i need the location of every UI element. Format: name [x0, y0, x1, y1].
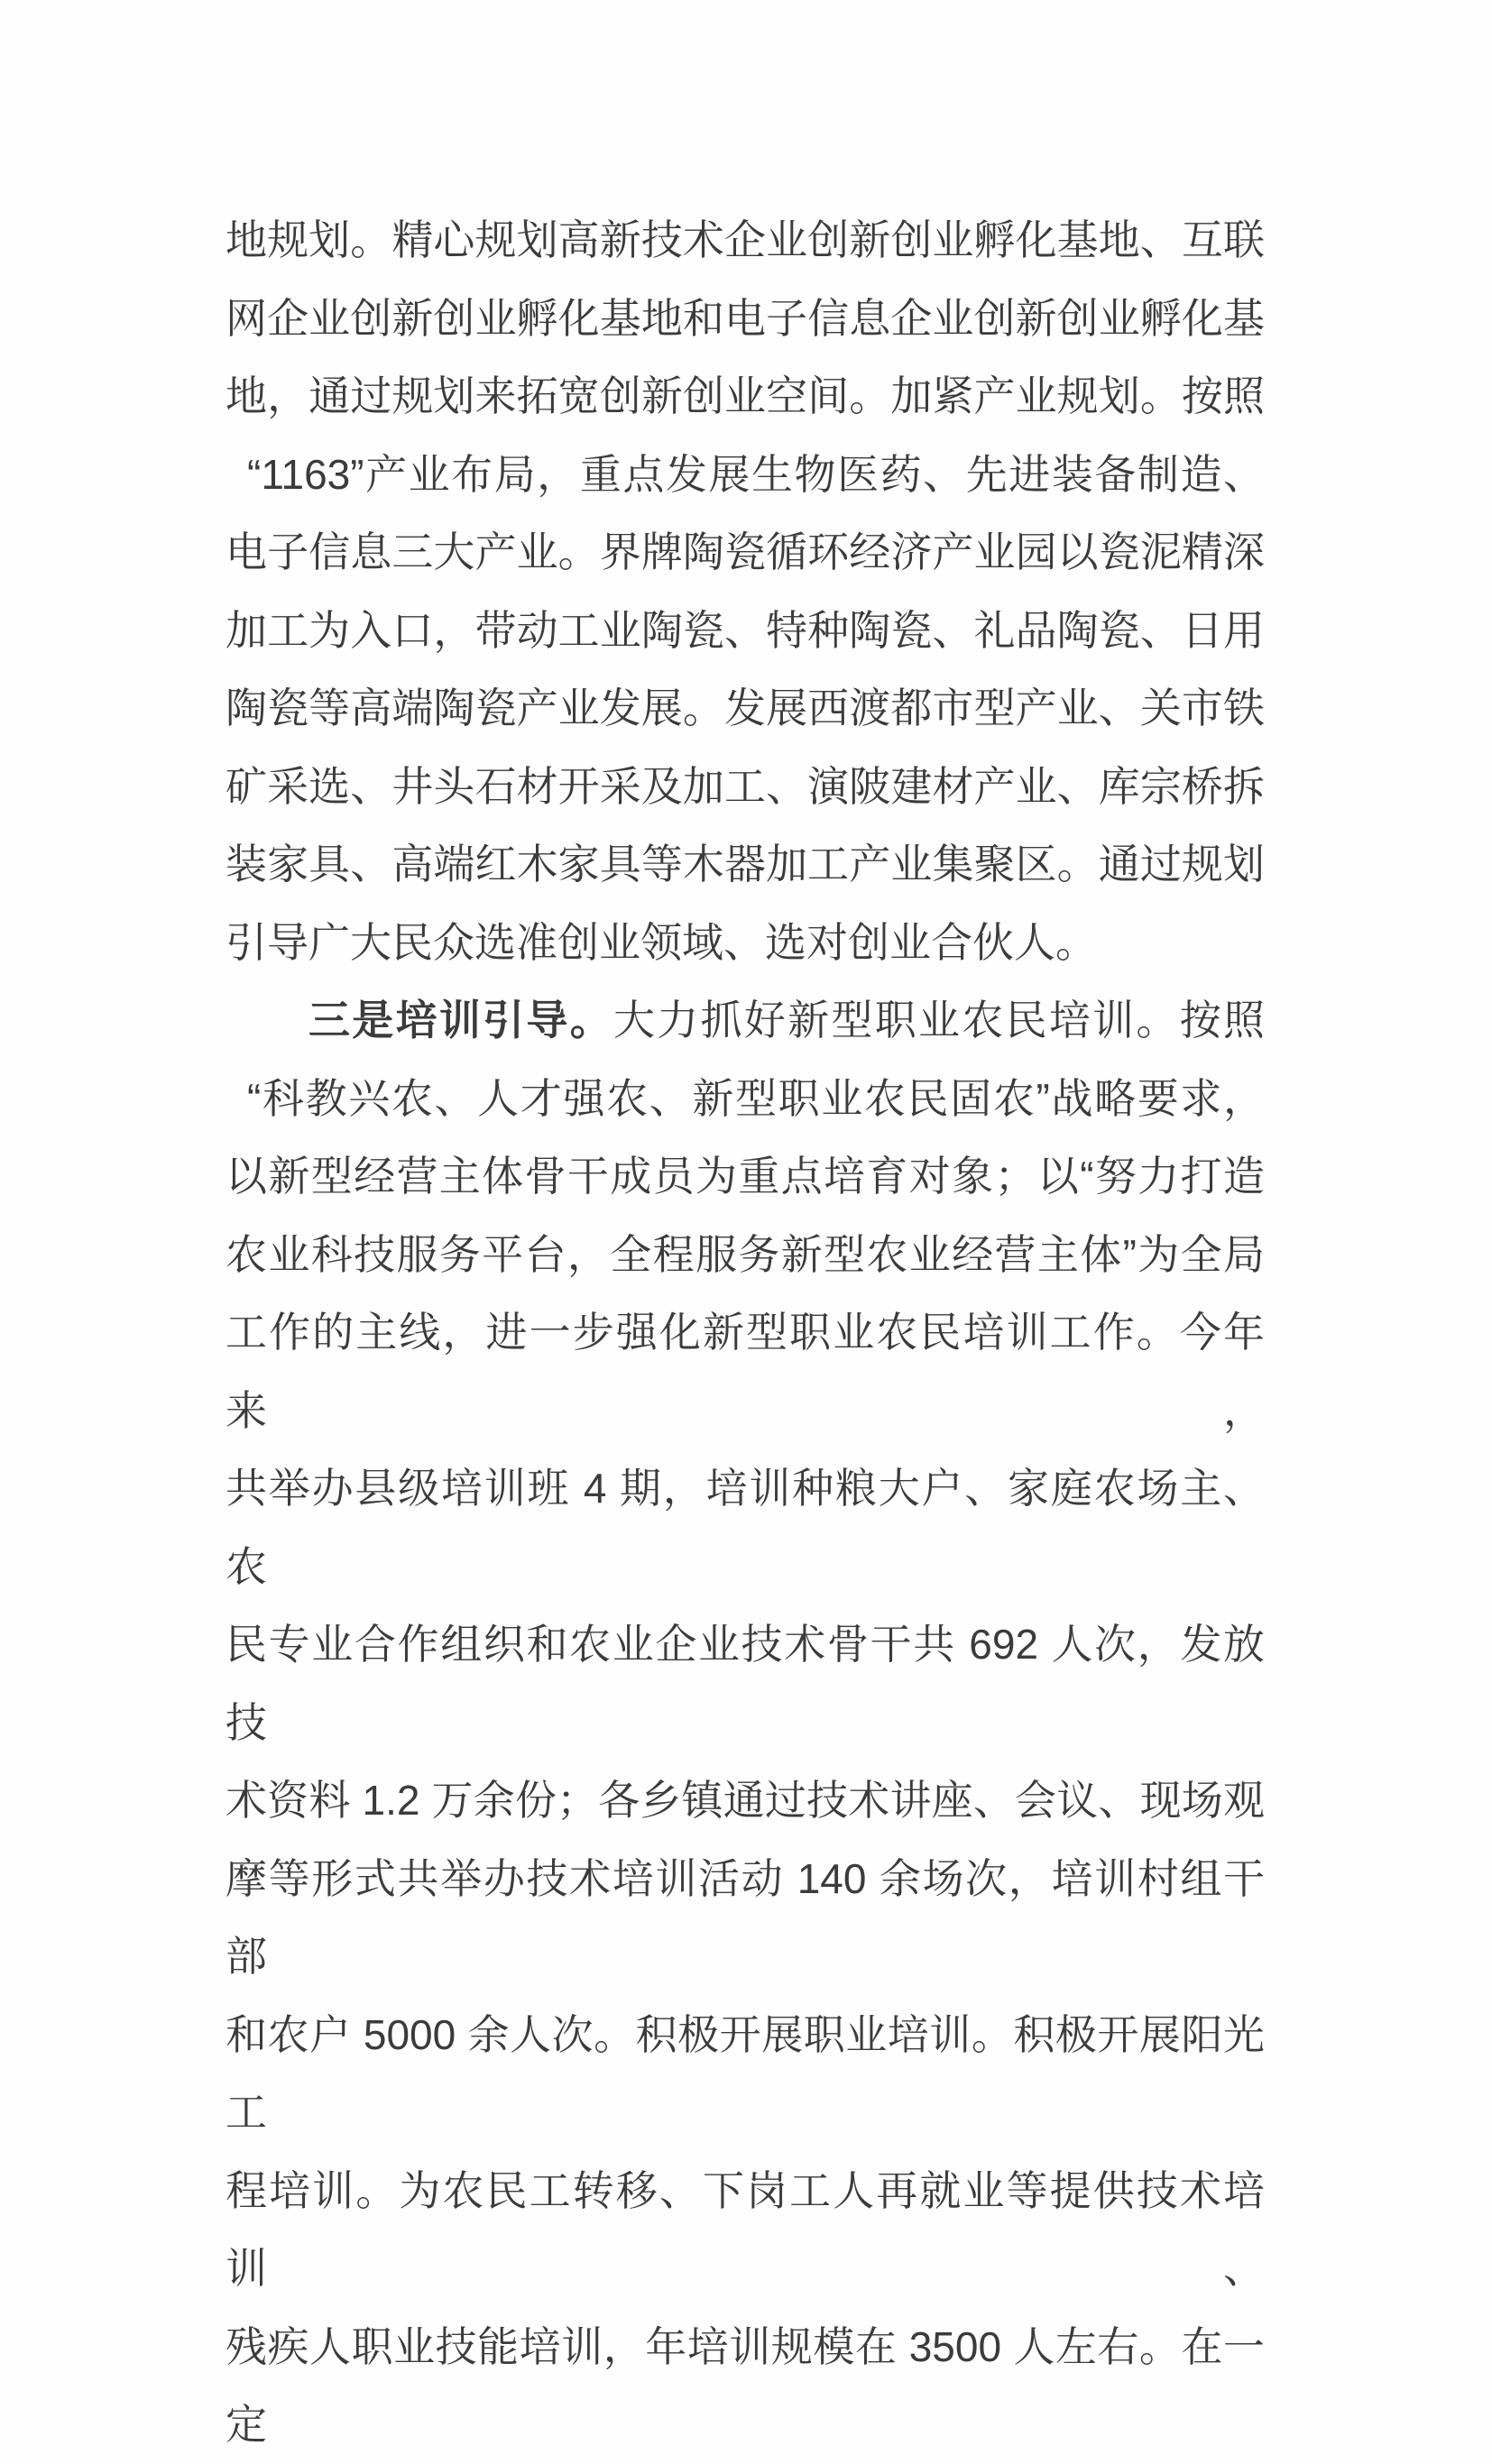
text-line: 引导广大民众选准创业领域、选对创业合伙人。: [226, 918, 1097, 966]
text-line: 网企业创新创业孵化基地和电子信息企业创新创业孵化基: [226, 294, 1265, 342]
text-line: 地，通过规划来拓宽创新创业空间。加紧产业规划。按照: [226, 372, 1265, 419]
text-line: 地规划。精心规划高新技术企业创新创业孵化基地、互联: [226, 216, 1265, 263]
text-line: 民专业合作组织和农业企业技术骨干共 692 人次，发放技: [226, 1621, 1265, 1746]
text-line: “科教兴农、人才强农、新型职业农民固农”战略要求，: [247, 1074, 1265, 1122]
text-line: 程培训。为农民工转移、下岗工人再就业等提供技术培训、: [226, 2166, 1265, 2292]
bold-lead-text: 三是培训引导。: [309, 997, 613, 1044]
text-line: “1163”产业布局，重点发展生物医药、先进装备制造、: [247, 450, 1265, 498]
paragraph-lead-line: [226, 981, 1265, 1060]
text-line: 电子信息三大产业。界牌陶瓷循环经济产业园以瓷泥精深: [226, 529, 1265, 575]
text-line: 陶瓷等高端陶瓷产业发展。发展西渡都市型产业、关市铁: [226, 685, 1265, 731]
text-line: 共举办县级培训班 4 期，培训种粮大户、家庭农场主、农: [226, 1465, 1265, 1590]
text-line: 和农户 5000 余人次。积极开展职业培训。积极开展阳光工: [226, 2010, 1265, 2136]
text-line: 以新型经营主体骨干成员为重点培育对象；以“努力打造: [226, 1153, 1265, 1200]
text-line: 矿采选、井头石材开采及加工、演陂建材产业、库宗桥拆: [226, 762, 1265, 810]
text-line: 农业科技服务平台，全程服务新型农业经营主体”为全局: [226, 1230, 1265, 1278]
text-line: 术资料 1.2 万余份；各乡镇通过技术讲座、会议、现场观: [226, 1777, 1265, 1824]
text-line: 残疾人职业技能培训，年培训规模在 3500 人左右。在一定: [226, 2322, 1265, 2448]
text-line: 摩等形式共举办技术培训活动 140 余场次，培训村组干部: [226, 1854, 1265, 1980]
lead-rest-text: 大力抓好新型职业农民培训。按照: [613, 997, 1266, 1044]
text-line: 加工为入口，带动工业陶瓷、特种陶瓷、礼品陶瓷、日用: [226, 606, 1265, 654]
text-line: 装家具、高端红木家具等木器加工产业集聚区。通过规划: [226, 841, 1265, 887]
text-line: 工作的主线，进一步强化新型职业农民培训工作。今年来，: [226, 1309, 1265, 1434]
